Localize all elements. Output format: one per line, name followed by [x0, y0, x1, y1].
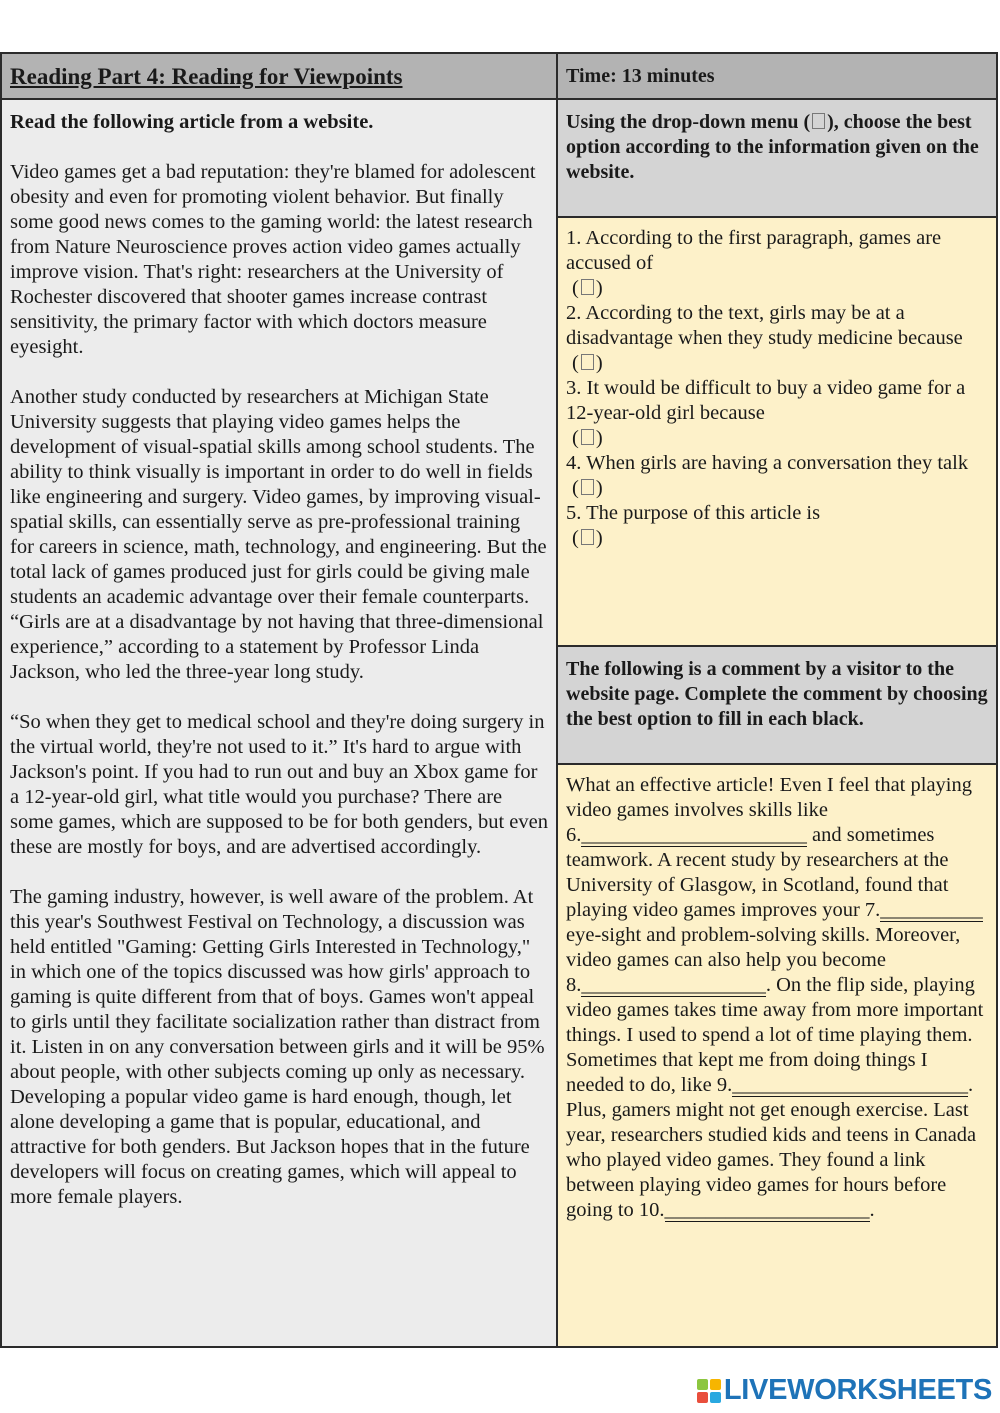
liveworksheets-logo: [697, 1374, 992, 1407]
logo-square: [710, 1392, 721, 1403]
dropdown-glyph-icon: [581, 279, 594, 295]
article-paragraph-4: The gaming industry, however, is well aware of the problem. At this year's Southwest Festival on Technology, a discussion was held entitled "Gaming: Getting Girls Interested in Technology," in which one of the topics discussed was how girls' approach to gaming is quite different from that of boys. Games won't appeal to girls until they facilitate socialization rather than distract from it. Listen in on any conversation between girls and it will be 95% about people, with other subjects coming up only as necessary. Developing a popular video game is hard enough, though, let alone developing a game that is popular, educational, and attractive for both genders. But Jackson hopes that in the future developers will focus on creating games, which will appeal to more female players.: [10, 886, 545, 1208]
worksheet-table: [0, 52, 998, 1348]
article-intro: Read the following article from a website.: [10, 111, 374, 133]
blank-9[interactable]: _______________________: [732, 1074, 968, 1097]
header-title-cell: [1, 53, 557, 99]
article-panel: [1, 99, 557, 1347]
logo-text: LIVEWORKSHEETS: [723, 1374, 992, 1406]
question-4: 4. When girls are having a conversation they talk ( ): [566, 451, 969, 499]
dropdown-glyph-icon: [581, 529, 594, 545]
worksheet: [0, 52, 998, 1352]
answer-dropdown-5[interactable]: ( ): [572, 526, 603, 549]
answer-dropdown-4[interactable]: ( ): [572, 476, 603, 499]
answer-dropdown-1[interactable]: ( ): [572, 276, 603, 299]
blank-7[interactable]: __________: [880, 899, 983, 922]
article-paragraph-1: Video games get a bad reputation: they're blamed for adolescent obesity and even for promoting violent behavior. But finally some good news comes to the gaming world: the latest research from Nature Neuroscience proves action video games actually improve vision. That's right: researchers at the University of Rochester discovered that shooter games increase contrast sensitivity, the primary factor with which doctors measure eyesight.: [10, 161, 536, 358]
header-time-cell: [557, 53, 997, 99]
comment-panel: What an effective article! Even I feel that playing video games involves skills like 6.______________________ and sometimes teamwork. A recent study by researchers at the University of Glasgow, in Scotland, found that playing video games improves your 7.__________ eye-sight and problem-solving skills. Moreover, video games can also help you become 8.__________________. On the flip side, playing video games takes time away from more important things. I used to spend a lot of time playing them. Sometimes that kept me from doing things I needed to do, like 9._______________________. Plus, gamers might not get enough exercise. Last year, researchers studied kids and teens in Canada who played video games. They found a link between playing video games for hours before going to 10.____________________.: [557, 764, 997, 1347]
logo-mark-icon: [697, 1379, 721, 1403]
page-title: Reading Part 4: Reading for Viewpoints: [10, 64, 403, 89]
question-2: 2. According to the text, girls may be at a disadvantage when they study medicine because ( ): [566, 301, 963, 374]
blank-6[interactable]: ______________________: [581, 824, 807, 847]
answer-dropdown-2[interactable]: ( ): [572, 351, 603, 374]
dropdown-glyph-icon: [581, 354, 594, 370]
answer-dropdown-3[interactable]: ( ): [572, 426, 603, 449]
dropdown-instruction: Using the drop-down menu ( ), choose the best option according to the information given on the website.: [557, 99, 997, 217]
blank-8[interactable]: __________________: [581, 974, 766, 997]
logo-square: [697, 1379, 708, 1390]
time-limit: Time: 13 minutes: [566, 65, 715, 87]
article-paragraph-2: Another study conducted by researchers at Michigan State University suggests that playing video games helps the development of visual-spatial skills among school students. The ability to think visually is important in order to do well in fields like engineering and surgery. Video games, by improving visual-spatial skills, can essentially serve as pre-professional training for careers in science, math, technology, and engineering. But the total lack of games produced just for girls could be giving male students an academic advantage over their female counterparts. “Girls are at a disadvantage by not having that three-dimensional experience,” according to a statement by Professor Linda Jackson, who led the three-year long study.: [10, 386, 547, 683]
article-paragraph-3: “So when they get to medical school and they're doing surgery in the virtual world, they're not used to it.” It's hard to argue with Jackson's point. If you had to run out and buy an Xbox game for a 12-year-old girl, what title would you purchase? There are some games, which are supposed to be for both genders, but even these are mostly for boys, and are advertised accordingly.: [10, 711, 548, 858]
question-1: 1. According to the first paragraph, games are accused of ( ): [566, 226, 942, 299]
dropdown-glyph-icon: [812, 113, 825, 129]
question-3: 3. It would be difficult to buy a video game for a 12-year-old girl because ( ): [566, 376, 966, 449]
logo-square: [697, 1392, 708, 1403]
logo-square: [710, 1379, 721, 1390]
comment-instruction: The following is a comment by a visitor to the website page. Complete the comment by choosing the best option to fill in each black.: [557, 646, 997, 764]
dropdown-glyph-icon: [581, 429, 594, 445]
questions-panel: [557, 217, 997, 647]
blank-10[interactable]: ____________________: [664, 1199, 870, 1222]
question-5: 5. The purpose of this article is ( ): [566, 501, 821, 549]
dropdown-glyph-icon: [581, 479, 594, 495]
